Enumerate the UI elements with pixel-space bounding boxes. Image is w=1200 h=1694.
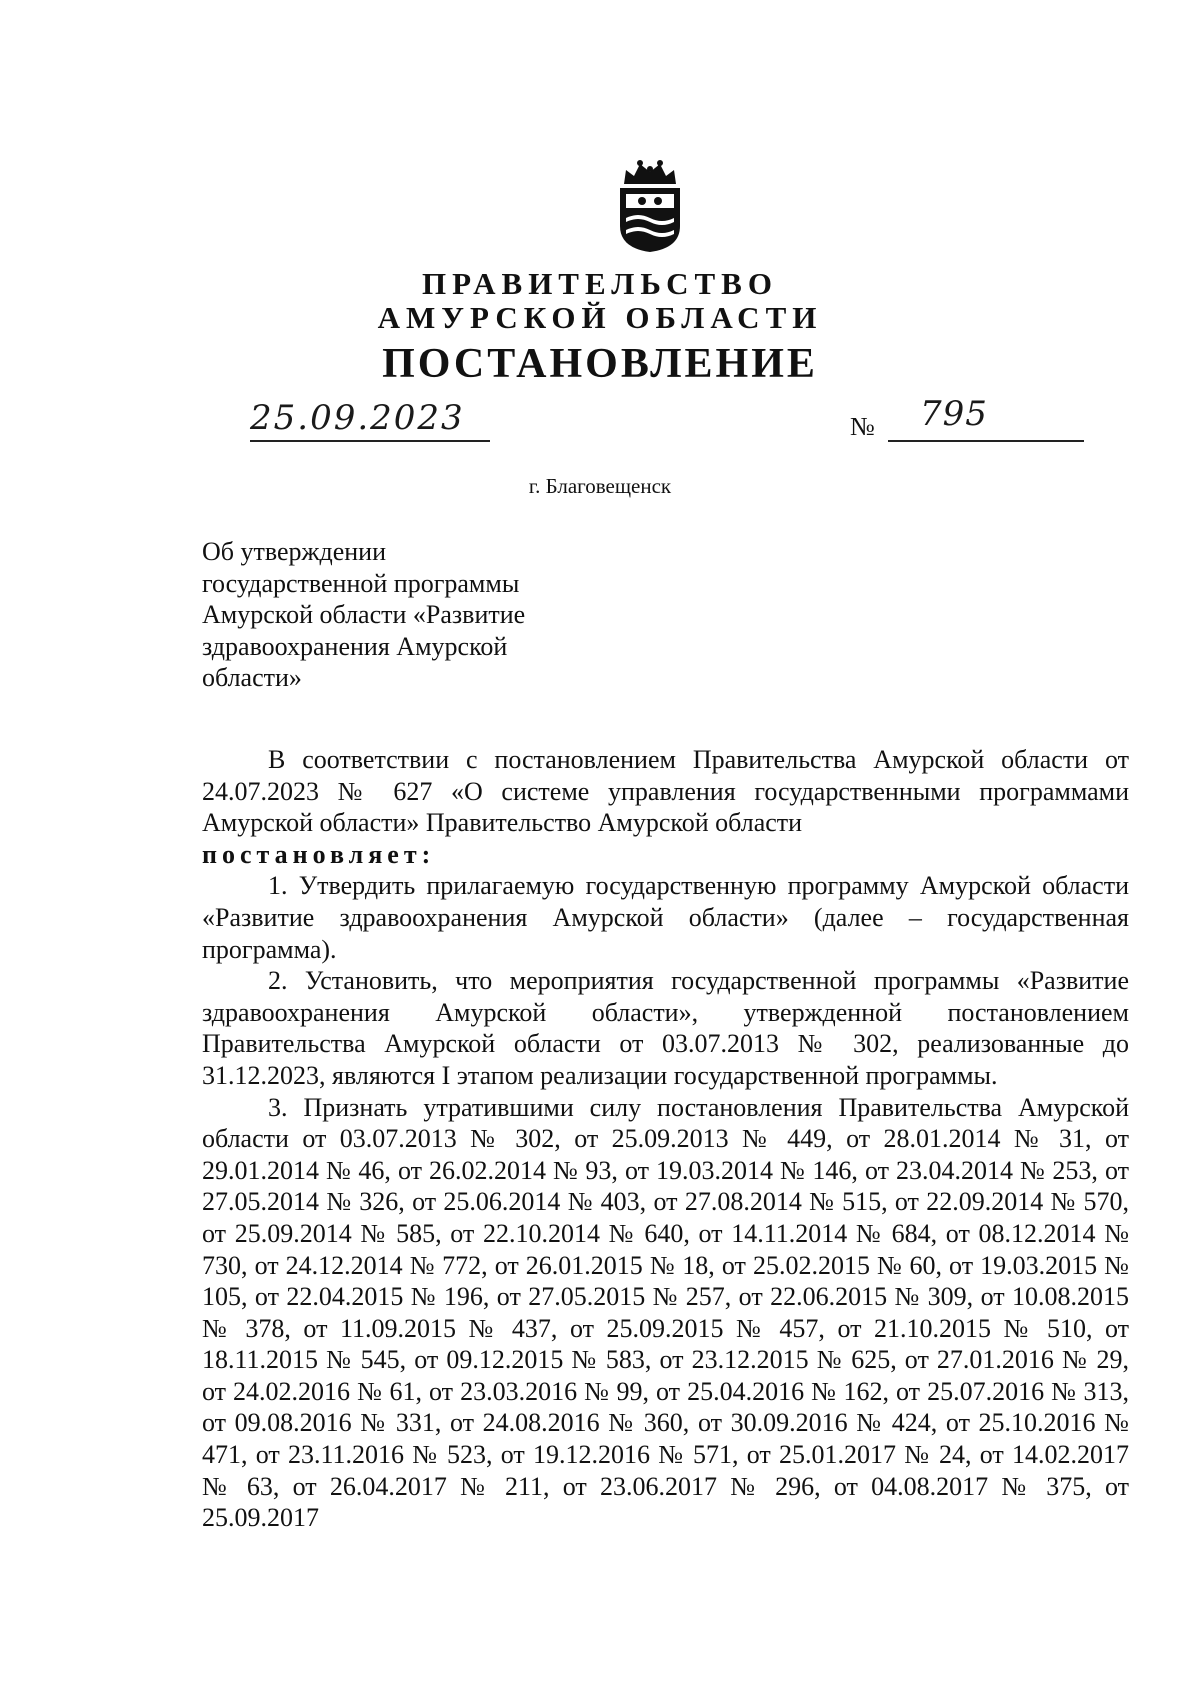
preamble-paragraph: В соответствии с постановлением Правительства Амурской области от 24.07.2023 № 627 «О системе управления государственными программами Амурской области» Правительство Амурской области [202,745,1129,838]
number-label: № [850,412,875,441]
clause-1: 1. Утвердить прилагаемую государственную программу Амурской области «Развитие здравоохранения Амурской области» (далее – государственная программа). [202,871,1129,964]
subject-line: Об утверждении [202,537,387,566]
document-date: 25.09.2023 [250,398,465,438]
organization-name-line2: АМУРСКОЙ ОБЛАСТИ [377,300,823,335]
subject-line: Амурской области «Развитие [202,600,526,629]
document-body [202,744,1129,1534]
document-number: 795 [920,394,988,434]
clause-2: 2. Установить, что мероприятия государственной программы «Развитие здравоохранения Амурской области», утвержденной постановлением Правительства Амурской области от 03.07.2013 № 302, реализованные до 31.12.2023, являются I этапом реализации государственной программы. [202,966,1129,1090]
subject-line: области» [202,663,302,692]
number-underline [888,440,1084,442]
resolution-keyword: постановляет: [202,839,436,869]
subject-line: государственной программы [202,568,520,598]
coat-of-arms-icon [612,158,688,254]
issue-city: г. Благовещенск [528,474,672,498]
document-subject [202,536,562,694]
date-underline [250,440,490,442]
subject-line: здравоохранения Амурской [202,631,508,661]
clause-3: 3. Признать утратившими силу постановления Правительства Амурской области от 03.07.2013 № 302, от 25.09.2013 № 449, от 28.01.2014 № 31, от 29.01.2014 № 46, от 26.02.2014 № 93, от 19.03.2014 № 146, от 23.04.2014 № 253, от 27.05.2014 № 326, от 25.06.2014 № 403, от 27.08.2014 № 515, от 22.09.2014 № 570, от 25.09.2014 № 585, от 22.10.2014 № 640, от 14.11.2014 № 684, от 08.12.2014 № 730, от 24.12.2014 № 772, от 26.01.2015 № 18, от 25.02.2015 № 60, от 19.03.2015 № 105, от 22.04.2015 № 196, от 27.05.2015 № 257, от 22.06.2015 № 309, от 10.08.2015 № 378, от 11.09.2015 № 437, от 25.09.2015 № 457, от 21.10.2015 № 510, от 18.11.2015 № 545, от 09.12.2015 № 583, от 23.12.2015 № 625, от 27.01.2016 № 29, от 24.02.2016 № 61, от 23.03.2016 № 99, от 25.04.2016 № 162, от 25.07.2016 № 313, от 09.08.2016 № 331, от 24.08.2016 № 360, от 30.09.2016 № 424, от 25.10.2016 № 471, от 23.11.2016 № 523, от 19.12.2016 № 571, от 25.01.2017 № 24, от 14.02.2017 № 63, от 26.04.2017 № 211, от 23.06.2017 № 296, от 04.08.2017 № 375, от 25.09.2017 [202,1092,1129,1533]
document-type-title: ПОСТАНОВЛЕНИЕ [382,341,818,387]
organization-name-line1: ПРАВИТЕЛЬСТВО [422,266,778,301]
